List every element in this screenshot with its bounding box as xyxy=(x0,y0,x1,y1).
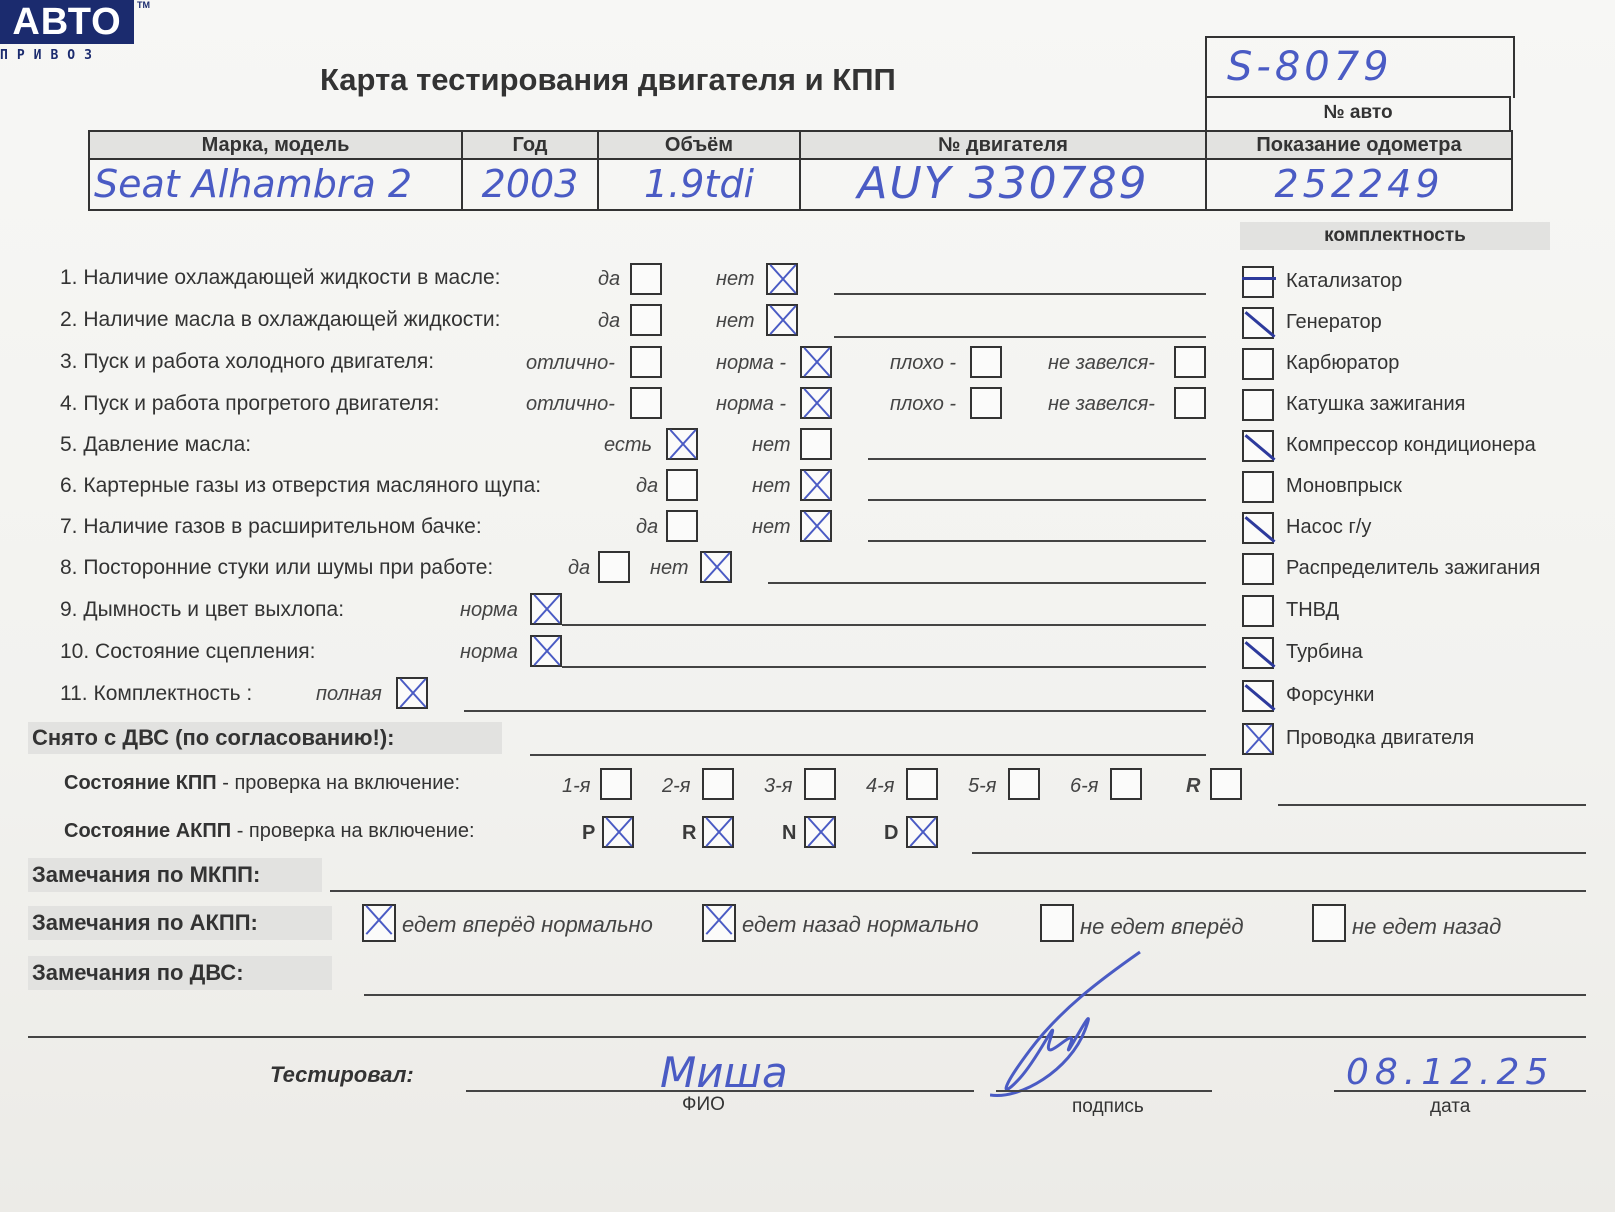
akpp-label xyxy=(64,820,475,843)
row-4-excellent-checkbox[interactable] xyxy=(630,387,662,419)
fio-value: Миша xyxy=(660,1048,788,1097)
logo-trademark: TM xyxy=(137,0,150,10)
row-1 xyxy=(60,266,500,290)
kompl-distributor-checkbox[interactable] xyxy=(1242,553,1274,585)
row-8 xyxy=(60,556,493,580)
kpp-line xyxy=(1278,804,1586,806)
row-label: Комплектность : xyxy=(93,682,253,705)
col-odometer xyxy=(1207,132,1511,209)
akpp-d-label: D xyxy=(884,822,899,844)
opt-normal: норма - xyxy=(716,352,787,374)
opt-normal: норма xyxy=(460,599,518,621)
akpp-label-bold: Состояние АКПП xyxy=(64,820,232,842)
row-1-no-checkbox[interactable] xyxy=(766,263,798,295)
vehicle-number-label: № авто xyxy=(1323,102,1393,123)
akpp-p-checkbox[interactable] xyxy=(602,816,634,848)
row-5 xyxy=(60,433,251,457)
row-label: Пуск и работа прогретого двигателя: xyxy=(83,392,440,415)
row-9-line xyxy=(562,624,1206,626)
opt-not-started: не завелся- xyxy=(1048,352,1155,374)
signature-caption: подпись xyxy=(1072,1096,1144,1117)
row-2-yes-checkbox[interactable] xyxy=(630,304,662,336)
volume-value: 1.9tdi xyxy=(643,162,754,206)
kompl-carburetor-label: Карбюратор xyxy=(1286,352,1400,374)
kompl-carburetor-checkbox[interactable] xyxy=(1242,348,1274,380)
akpp-forward-ok-label: едет вперёд нормально xyxy=(402,912,653,937)
removed-label: Снято с ДВС (по согласованию!): xyxy=(28,722,502,754)
row-label: Картерные газы из отверстия масляного щупа: xyxy=(83,474,542,497)
kpp-label-rest: - проверка на включение: xyxy=(216,772,461,794)
col-volume-label: Объём xyxy=(599,132,799,160)
row-2 xyxy=(60,308,500,332)
engine-number-value: AUY 330789 xyxy=(857,158,1149,209)
col-model xyxy=(90,132,463,209)
gear-2-checkbox[interactable] xyxy=(702,768,734,800)
akpp-no-forward-checkbox[interactable] xyxy=(1040,904,1074,942)
row-number: 8. xyxy=(60,556,78,579)
opt-excellent: отлично- xyxy=(526,352,615,374)
row-10-normal-checkbox[interactable] xyxy=(530,635,562,667)
col-year xyxy=(463,132,599,209)
akpp-no-backward-label: не едет назад xyxy=(1352,914,1502,939)
akpp-n-checkbox[interactable] xyxy=(804,816,836,848)
opt-no: нет xyxy=(716,310,755,332)
akpp-line xyxy=(972,852,1586,854)
kompl-catalyst-label: Катализатор xyxy=(1286,270,1403,292)
date-value: 08.12.25 xyxy=(1346,1052,1555,1093)
kompl-generator-checkbox[interactable] xyxy=(1242,307,1274,339)
kompl-ps-pump-checkbox[interactable] xyxy=(1242,512,1274,544)
opt-no: нет xyxy=(752,475,791,497)
row-11 xyxy=(60,682,252,706)
row-6 xyxy=(60,474,541,498)
row-label: Посторонние стуки или шумы при работе: xyxy=(83,556,494,579)
opt-yes: да xyxy=(568,557,591,579)
opt-yes: да xyxy=(598,310,621,332)
gear-1-label: 1-я xyxy=(562,775,591,797)
row-6-no-checkbox[interactable] xyxy=(800,469,832,501)
kompl-ac-compressor-label: Компрессор кондиционера xyxy=(1286,434,1536,456)
notes-akpp-label: Замечания по АКПП: xyxy=(28,906,332,940)
kpp-label-bold: Состояние КПП xyxy=(64,772,217,794)
kompl-ps-pump-label: Насос г/у xyxy=(1286,516,1372,538)
row-number: 7. xyxy=(60,515,78,538)
row-3-not-started-checkbox[interactable] xyxy=(1174,346,1206,378)
row-label: Давление масла: xyxy=(83,433,252,456)
opt-no: нет xyxy=(716,268,755,290)
akpp-no-backward-checkbox[interactable] xyxy=(1312,904,1346,942)
kompl-ignition-coil-label: Катушка зажигания xyxy=(1286,393,1466,415)
fio-line xyxy=(466,1090,974,1092)
akpp-r-checkbox[interactable] xyxy=(702,816,734,848)
notes-mkpp-line xyxy=(330,890,1586,892)
kompl-turbine-checkbox[interactable] xyxy=(1242,637,1274,669)
notes-dvs-line xyxy=(364,994,1586,996)
opt-bad: плохо - xyxy=(890,352,957,374)
row-3 xyxy=(60,350,434,374)
gear-r-checkbox[interactable] xyxy=(1210,768,1242,800)
notes-mkpp-label: Замечания по МКПП: xyxy=(28,858,322,892)
opt-yes: да xyxy=(636,516,659,538)
row-10-line xyxy=(562,666,1206,668)
row-number: 2. xyxy=(60,308,78,331)
row-1-line xyxy=(834,293,1206,295)
row-label: Наличие газов в расширительном бачке: xyxy=(83,515,482,538)
row-number: 10. xyxy=(60,640,90,663)
row-9 xyxy=(60,598,344,622)
notes-dvs-line-2 xyxy=(28,1036,1586,1038)
date-line xyxy=(1334,1090,1586,1092)
row-3-normal-checkbox[interactable] xyxy=(800,346,832,378)
row-7 xyxy=(60,515,482,539)
kompl-heading: комплектность xyxy=(1240,222,1550,250)
signature-drawing xyxy=(990,950,1150,1100)
logo-text: АВТО xyxy=(0,0,134,44)
akpp-n-label: N xyxy=(782,822,797,844)
row-2-line xyxy=(834,336,1206,338)
row-4 xyxy=(60,392,440,416)
row-4-not-started-checkbox[interactable] xyxy=(1174,387,1206,419)
akpp-p-label: P xyxy=(582,822,596,844)
kompl-turbine-label: Турбина xyxy=(1286,641,1363,663)
vehicle-info-table xyxy=(88,130,1513,211)
gear-5-label: 5-я xyxy=(968,775,997,797)
vehicle-number-value: S-8079 xyxy=(1227,44,1393,90)
row-5-line xyxy=(868,458,1206,460)
kompl-monoinjection-checkbox[interactable] xyxy=(1242,471,1274,503)
kompl-injectors-checkbox[interactable] xyxy=(1242,680,1274,712)
row-1-yes-checkbox[interactable] xyxy=(630,263,662,295)
opt-yes: да xyxy=(636,475,659,497)
odometer-value: 252249 xyxy=(1274,162,1444,206)
kompl-monoinjection-label: Моновпрыск xyxy=(1286,475,1402,497)
row-number: 6. xyxy=(60,474,78,497)
opt-absent: нет xyxy=(752,434,791,456)
col-volume xyxy=(599,132,801,209)
opt-full: полная xyxy=(316,683,382,705)
vehicle-number-box xyxy=(1205,36,1515,98)
row-label: Состояние сцепления: xyxy=(95,640,316,663)
row-number: 1. xyxy=(60,266,78,289)
notes-dvs-label: Замечания по ДВС: xyxy=(28,956,332,990)
row-number: 5. xyxy=(60,433,78,456)
kompl-tnvd-checkbox[interactable] xyxy=(1242,595,1274,627)
col-year-label: Год xyxy=(463,132,597,160)
row-6-yes-checkbox[interactable] xyxy=(666,469,698,501)
kompl-catalyst-checkbox[interactable] xyxy=(1242,266,1274,298)
opt-normal: норма xyxy=(460,641,518,663)
row-label: Наличие охлаждающей жидкости в масле: xyxy=(83,266,501,289)
opt-bad: плохо - xyxy=(890,393,957,415)
akpp-r-label: R xyxy=(682,822,697,844)
row-7-no-checkbox[interactable] xyxy=(800,510,832,542)
row-3-bad-checkbox[interactable] xyxy=(970,346,1002,378)
gear-4-label: 4-я xyxy=(866,775,895,797)
row-number: 4. xyxy=(60,392,78,415)
akpp-backward-ok-checkbox[interactable] xyxy=(702,904,736,942)
opt-yes: да xyxy=(598,268,621,290)
row-number: 3. xyxy=(60,350,78,373)
row-7-line xyxy=(868,540,1206,542)
model-value: Seat Alhambra 2 xyxy=(94,162,412,206)
gear-5-checkbox[interactable] xyxy=(1008,768,1040,800)
year-value: 2003 xyxy=(481,162,579,206)
akpp-no-forward-label: не едет вперёд xyxy=(1080,914,1244,939)
row-label: Наличие масла в охлаждающей жидкости: xyxy=(83,308,501,331)
row-label: Дымность и цвет выхлопа: xyxy=(83,598,345,621)
gear-4-checkbox[interactable] xyxy=(906,768,938,800)
kompl-ac-compressor-checkbox[interactable] xyxy=(1242,430,1274,462)
row-6-line xyxy=(868,499,1206,501)
signature-line xyxy=(996,1090,1212,1092)
row-8-yes-checkbox[interactable] xyxy=(598,551,630,583)
opt-no: нет xyxy=(752,516,791,538)
row-8-line xyxy=(768,582,1206,584)
avtoprivoz-logo xyxy=(0,0,134,66)
date-caption: дата xyxy=(1430,1096,1471,1117)
logo-subtext: ПРИВОЗ xyxy=(0,48,101,63)
akpp-backward-ok-label: едет назад нормально xyxy=(742,912,979,937)
tested-by-label: Тестировал: xyxy=(270,1062,414,1087)
kompl-distributor-label: Распределитель зажигания xyxy=(1286,557,1541,579)
kompl-generator-label: Генератор xyxy=(1286,311,1382,333)
gear-r-label: R xyxy=(1186,775,1201,797)
gear-6-checkbox[interactable] xyxy=(1110,768,1142,800)
row-9-normal-checkbox[interactable] xyxy=(530,593,562,625)
opt-present: есть xyxy=(604,434,653,456)
kpp-label xyxy=(64,772,460,795)
row-8-no-checkbox[interactable] xyxy=(700,551,732,583)
row-4-normal-checkbox[interactable] xyxy=(800,387,832,419)
row-5-present-checkbox[interactable] xyxy=(666,428,698,460)
gear-3-label: 3-я xyxy=(764,775,793,797)
row-11-full-checkbox[interactable] xyxy=(396,677,428,709)
col-engine-number xyxy=(801,132,1207,209)
fio-caption: ФИО xyxy=(682,1094,725,1115)
row-number: 11. xyxy=(60,682,88,705)
page-title: Карта тестирования двигателя и КПП xyxy=(320,62,896,97)
gear-3-checkbox[interactable] xyxy=(804,768,836,800)
row-10 xyxy=(60,640,315,664)
row-number: 9. xyxy=(60,598,78,621)
opt-normal: норма - xyxy=(716,393,787,415)
row-5-absent-checkbox[interactable] xyxy=(800,428,832,460)
kompl-tnvd-label: ТНВД xyxy=(1286,599,1340,621)
col-odometer-label: Показание одометра xyxy=(1207,132,1511,160)
col-model-label: Марка, модель xyxy=(90,132,461,160)
row-11-line xyxy=(464,710,1206,712)
col-engine-number-label: № двигателя xyxy=(801,132,1205,160)
opt-excellent: отлично- xyxy=(526,393,615,415)
opt-no: нет xyxy=(650,557,689,579)
kompl-wiring-label: Проводка двигателя xyxy=(1286,727,1475,749)
gear-2-label: 2-я xyxy=(662,775,691,797)
opt-not-started: не завелся- xyxy=(1048,393,1155,415)
gear-1-checkbox[interactable] xyxy=(600,768,632,800)
akpp-d-checkbox[interactable] xyxy=(906,816,938,848)
row-7-yes-checkbox[interactable] xyxy=(666,510,698,542)
akpp-forward-ok-checkbox[interactable] xyxy=(362,904,396,942)
kompl-ignition-coil-checkbox[interactable] xyxy=(1242,389,1274,421)
kompl-wiring-checkbox[interactable] xyxy=(1242,723,1274,755)
gear-6-label: 6-я xyxy=(1070,775,1099,797)
kompl-injectors-label: Форсунки xyxy=(1286,684,1375,706)
row-4-bad-checkbox[interactable] xyxy=(970,387,1002,419)
akpp-label-rest: - проверка на включение: xyxy=(231,820,475,842)
row-3-excellent-checkbox[interactable] xyxy=(630,346,662,378)
row-2-no-checkbox[interactable] xyxy=(766,304,798,336)
removed-line xyxy=(530,754,1206,756)
row-label: Пуск и работа холодного двигателя: xyxy=(83,350,435,373)
